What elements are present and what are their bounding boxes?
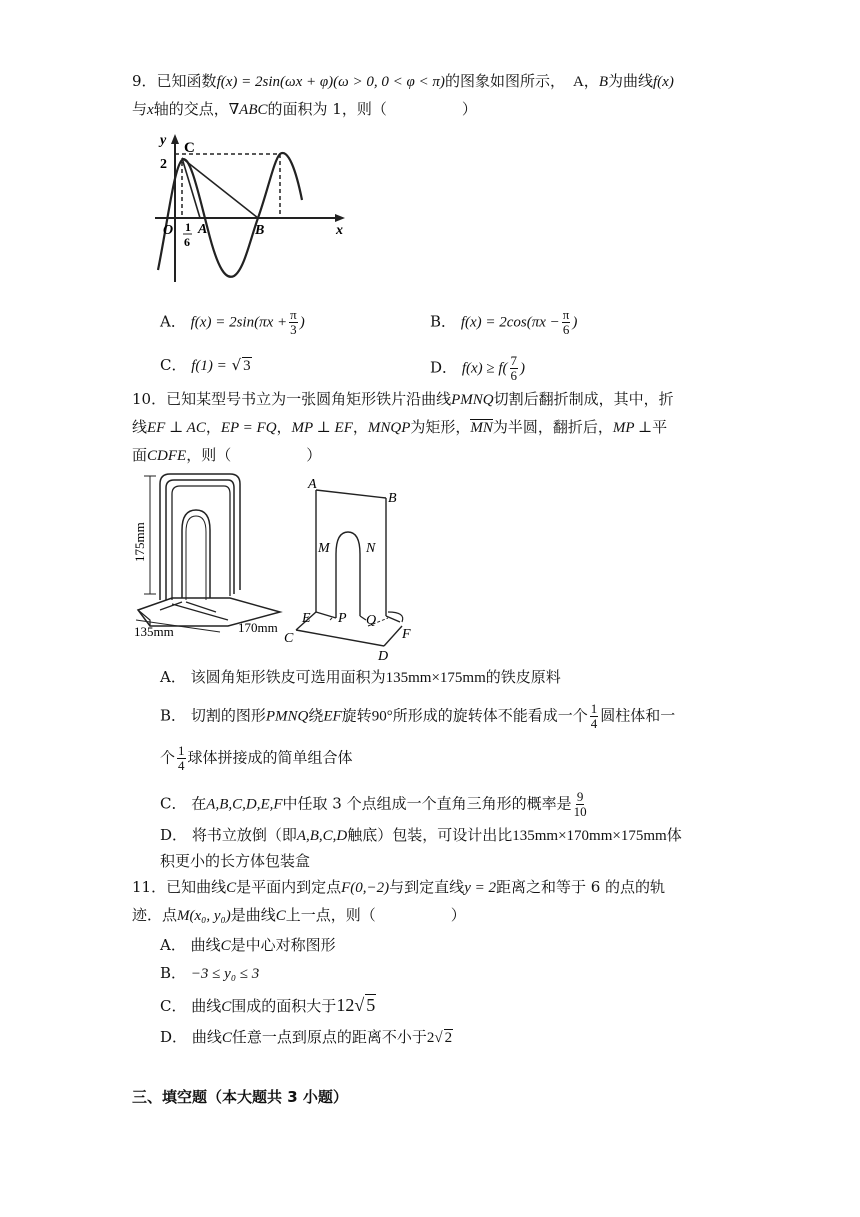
option-label: A． [160, 936, 186, 954]
q10-dim-width: 170mm [238, 620, 278, 635]
q10-text: ， [276, 418, 292, 436]
option-label: A． [160, 312, 186, 331]
option-label: D． [160, 826, 188, 844]
q9-fig-label-x: x [336, 223, 343, 238]
q11-text: 是平面内到定点 [236, 878, 342, 896]
q10-label-n: N [366, 541, 376, 556]
q9-fig-label-o: O [163, 223, 174, 238]
fraction [574, 790, 587, 819]
q10-label-b: B [388, 491, 397, 506]
q9-fig-label-b: B [255, 223, 265, 238]
q9-text: 的面积为 1，则（ ） [267, 100, 477, 118]
q9-fig-label-c: C [184, 140, 195, 156]
q10-stem-line3 [132, 444, 321, 467]
q11-option-c[interactable]: C． 曲线C围成的面积大于12√ 5 [160, 995, 376, 1015]
q10-option-a[interactable] [160, 666, 561, 689]
q9-sine-graph [130, 130, 360, 290]
q10-text: 在 [191, 794, 207, 813]
q9-triangle: ∇ABC [228, 102, 268, 118]
q10-bookstand-drawing [130, 470, 300, 640]
q11-text: 曲线 [190, 936, 221, 954]
q10-math: A,B,C,D [296, 828, 348, 844]
q10-text: 旋转 [341, 706, 372, 725]
q10-label-c: C [284, 631, 294, 646]
q10-text: 体 [666, 826, 682, 844]
q10-text: 该圆角矩形铁皮可选用面积为 [190, 668, 386, 686]
q9-option-a[interactable] [160, 308, 305, 337]
option-label: D． [160, 1028, 188, 1046]
q11-math: C [221, 1030, 232, 1046]
q10-stem-line1 [132, 388, 674, 411]
frac-num: 7 [510, 353, 518, 368]
q10-math: MNQP [367, 420, 411, 436]
q9-stem-line1 [132, 70, 674, 93]
option-label: C． [160, 997, 187, 1015]
q10-text: 所形成的旋转体不能看成一个 [392, 706, 588, 725]
fraction [289, 308, 298, 337]
q11-math: C [275, 908, 286, 924]
q10-math: MP ⊥ EF [291, 420, 353, 436]
frac-num: π [290, 307, 297, 322]
q11-option-a[interactable] [160, 934, 336, 957]
q10-math: CDFE [147, 448, 187, 464]
q10-math: PMNQ [265, 708, 309, 725]
q10-dim-depth: 135mm [134, 624, 174, 639]
q9-option-d[interactable] [430, 354, 525, 383]
q9-opt-d-formula: f(x) ≥ f( [461, 360, 508, 377]
q10-math: EF ⊥ AC [147, 420, 206, 436]
q11-math: F(0,−2) [341, 880, 390, 896]
q10-option-b-cont [160, 744, 353, 773]
q10-option-b[interactable] [160, 702, 675, 731]
q10-option-d[interactable] [160, 824, 682, 847]
q9-text: 的图象如图所示， [444, 72, 565, 90]
q10-text: 切割的图形 [190, 706, 266, 725]
q9-stem-line2 [132, 98, 477, 121]
q10-text: ， [205, 418, 221, 436]
q10-label-e: E [302, 611, 311, 626]
q9-x-var: x [147, 102, 154, 118]
q10-option-d-cont [160, 850, 310, 872]
q10-curve-name: PMNQ [451, 392, 494, 408]
q10-option-c[interactable] [160, 790, 589, 819]
q10-math: EF [323, 708, 342, 725]
q9-opt-a-formula: f(x) = 2sin(πx + [190, 314, 288, 331]
sqrt-radicand: 2 [444, 1030, 453, 1046]
q11-text: 任意一点到原点的距离不小于 [231, 1028, 427, 1046]
q9-fx: f(x) [653, 74, 674, 90]
q10-schematic-figure [280, 470, 420, 660]
fraction [177, 744, 186, 773]
frac-num: 9 [576, 789, 584, 804]
frac-num: 1 [178, 743, 185, 758]
option-label: B． [160, 964, 187, 982]
q10-text: 圆柱体和一 [600, 706, 676, 725]
q10-label-q: Q [366, 613, 377, 628]
q10-math: A,B,C,D,E,F [206, 796, 283, 813]
q11-math: C [220, 938, 231, 954]
q10-text: 线 [132, 418, 148, 436]
q11-math: y = 2 [464, 880, 496, 896]
section-heading: 三、填空题（本大题共 3 小题） [132, 1088, 348, 1106]
q11-text: 与到定直线 [389, 878, 465, 896]
option-label: C． [160, 356, 187, 374]
q9-opt-a-close: ) [299, 314, 305, 331]
q11-math: C [221, 999, 232, 1015]
option-label: A． [160, 668, 186, 686]
q9-fig-label-a: A [198, 222, 208, 237]
q9-text: ， [583, 72, 599, 90]
q9-fig-label-six: 6 [184, 235, 190, 249]
q10-text: ，则（ ） [186, 446, 322, 464]
q9-number: 9． [132, 72, 157, 90]
frac-den: 3 [290, 322, 297, 337]
option-label: B． [160, 706, 187, 725]
q10-text: 中任取 3 个点组成一个直角三角形的概率是 [282, 794, 572, 813]
q11-math: −3 ≤ y₀ ≤ 3 [190, 966, 260, 982]
option-label: C． [160, 794, 187, 813]
option-label: B． [430, 312, 457, 331]
q9-option-b[interactable] [430, 308, 577, 337]
q11-text: 曲线 [191, 1028, 222, 1046]
q11-text: 曲线 [191, 997, 222, 1015]
q11-text: 上一点，则（ ） [285, 906, 466, 924]
q10-text: 切割后翻折制成，其中，折 [493, 390, 674, 408]
q10-label-m: M [318, 541, 330, 556]
q10-stem-line2 [132, 416, 667, 439]
q9-text: 轴的交点， [153, 100, 229, 118]
q9-fig-label-one: 1 [185, 220, 191, 234]
sqrt-radicand: 3 [243, 358, 251, 374]
q10-text: 为矩形， [410, 418, 471, 436]
q11-option-b[interactable] [160, 962, 259, 985]
q10-math: EP = FQ [220, 420, 277, 436]
q11-math: M(x₀, y₀) [177, 908, 231, 924]
q10-text: 触底）包装，可设计出比 [347, 826, 513, 844]
q9-function-formula: f(x) = 2sin(ωx + φ)(ω > 0, 0 < φ < π) [216, 74, 445, 90]
frac-den: 6 [510, 368, 518, 383]
q11-coefficient: 2 [426, 1030, 435, 1046]
q10-text: 的铁皮原料 [485, 668, 561, 686]
fraction [590, 702, 599, 731]
q10-text: 面 [132, 446, 148, 464]
q11-number: 11． [132, 878, 167, 896]
q10-text: ， [352, 418, 368, 436]
q9-opt-c-formula: f(1) = [191, 358, 227, 374]
q11-text: 迹．点 [132, 906, 178, 924]
q10-text: 绕 [308, 706, 324, 725]
q9-fig-label-y: y [160, 133, 167, 148]
q9-fig-label-two: 2 [160, 157, 167, 172]
q11-option-d[interactable]: D． 曲线C任意一点到原点的距离不小于2√ 2 [160, 1028, 453, 1046]
q11-text: 是曲线 [230, 906, 276, 924]
option-label: D． [430, 358, 458, 377]
q10-dimension: 135mm×175mm [385, 670, 486, 686]
frac-num: π [562, 307, 570, 322]
q11-stem-line2 [132, 904, 466, 927]
q11-stem-line1 [132, 876, 665, 899]
q9-point-a: A [572, 74, 584, 90]
q10-number: 10． [132, 390, 167, 408]
q9-point-b: B [598, 74, 608, 90]
q11-text: 已知曲线 [166, 878, 227, 896]
q11-math: C [226, 880, 237, 896]
q9-text: 为曲线 [607, 72, 653, 90]
q10-text: 球体拼接成的简单组合体 [187, 748, 353, 767]
q9-opt-d-close: ) [520, 360, 526, 377]
q9-option-c[interactable]: C． f(1) = √ 3 [160, 356, 251, 374]
q10-label-a: A [308, 477, 317, 492]
fraction [510, 354, 519, 383]
q10-dimension: 135mm×170mm×175mm [512, 828, 667, 844]
q11-coefficient: 12 [336, 995, 355, 1015]
q10-arc-mn: MN [470, 420, 493, 436]
q11-text: 距离之和等于 6 的点的轨 [495, 878, 666, 896]
q11-text: 是中心对称图形 [230, 936, 336, 954]
q10-text: 已知某型号书立为一张圆角矩形铁片沿曲线 [166, 390, 452, 408]
q10-text: 个 [160, 748, 176, 767]
q10-math: MP ⊥ [612, 420, 653, 436]
frac-den: 4 [590, 716, 598, 731]
q10-text: 将书立放倒（即 [191, 826, 297, 844]
q9-opt-b-close: ) [572, 314, 578, 331]
frac-den: 10 [573, 804, 587, 819]
q10-text: 平 [652, 418, 668, 436]
fraction [562, 308, 571, 337]
q10-label-f: F [402, 627, 411, 642]
q10-label-d: D [378, 649, 389, 660]
frac-den: 6 [562, 322, 570, 337]
q9-opt-b-formula: f(x) = 2cos(πx − [460, 314, 560, 331]
q10-text: 为半圆，翻折后， [492, 418, 613, 436]
frac-num: 1 [590, 701, 598, 716]
q10-dim-height: 175mm [132, 522, 147, 562]
q9-text: 已知函数 [156, 72, 217, 90]
q10-label-p: P [338, 611, 347, 626]
q10-angle: 90° [371, 708, 393, 725]
q9-text: 与 [132, 100, 148, 118]
q11-text: 围成的面积大于 [231, 997, 337, 1015]
sqrt-radicand: 5 [366, 995, 376, 1015]
frac-den: 4 [178, 758, 185, 773]
q10-text: 积更小的长方体包装盒 [160, 852, 311, 870]
